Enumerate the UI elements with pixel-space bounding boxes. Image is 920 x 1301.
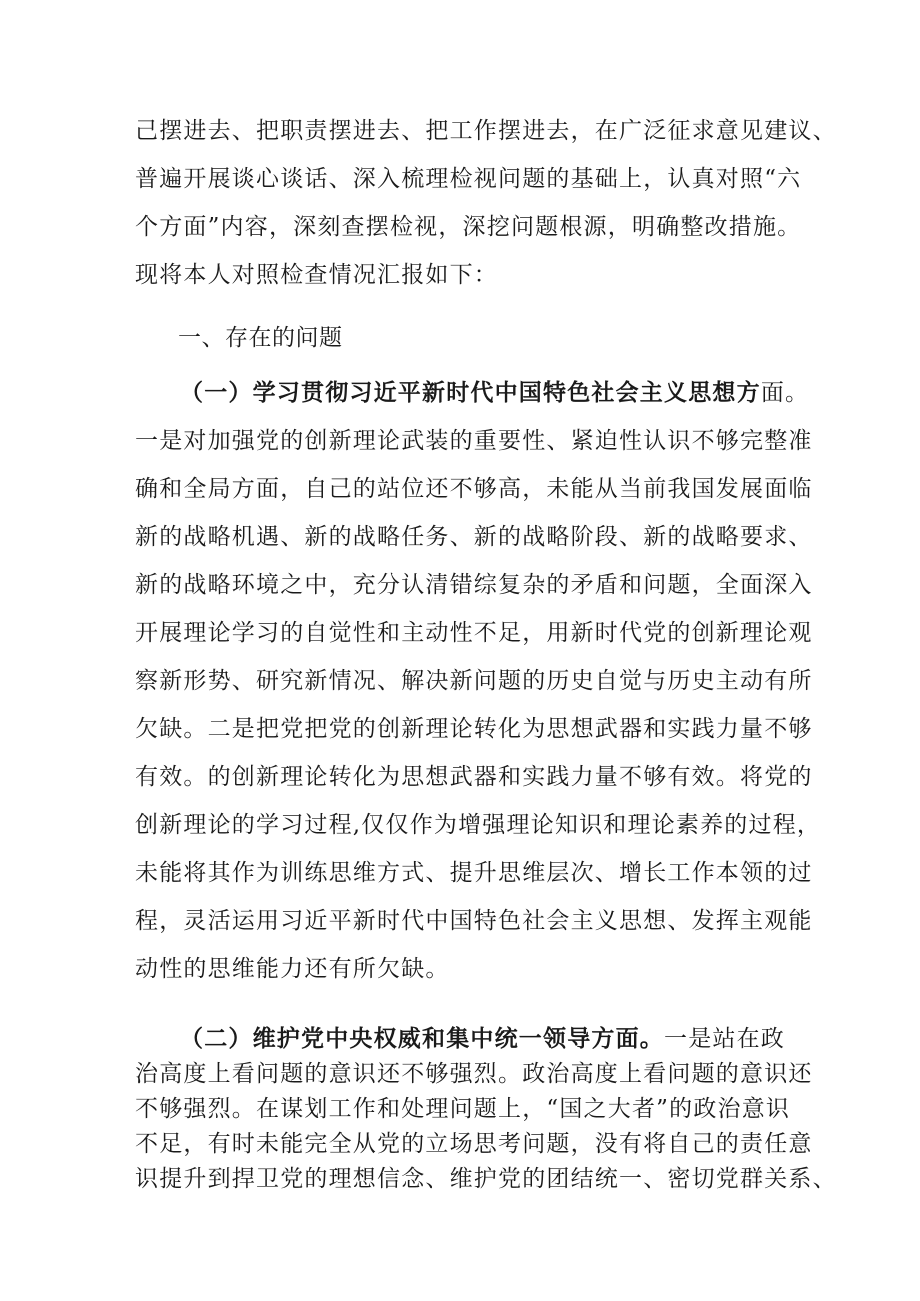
item1-line-8: 有效。的创新理论转化为思想武器和实践力量不够有效。将党的 <box>135 764 813 790</box>
item2-line-1: 治高度上看问题的意识还不够强烈。政治高度上看问题的意识还 <box>135 1061 813 1087</box>
item1-line-1: 一是对加强党的创新理论武装的重要性、紧迫性认识不够完整准 <box>135 428 813 454</box>
item1-line-2: 确和全局方面，自己的站位还不够高，未能从当前我国发展面临 <box>135 476 813 502</box>
intro-line-4: 现将本人对照检查情况汇报如下： <box>135 262 498 288</box>
intro-line-3: 个方面”内容，深刻查摆检视，深挖问题根源，明确整改措施。 <box>135 214 802 240</box>
intro-line-1: 己摆进去、把职责摆进去、把工作摆进去，在广泛征求意见建议、 <box>135 118 837 144</box>
item1-line-4: 新的战略环境之中，充分认清错综复杂的矛盾和问题，全面深入 <box>135 572 813 598</box>
item1-title-tail: 面。 <box>760 380 810 406</box>
section-heading: 一、存在的问题 <box>178 325 343 351</box>
item2-title-tail: 一是站在政 <box>664 1026 785 1052</box>
item1-title-row <box>180 378 809 408</box>
item1-line-11: 程，灵活运用习近平新时代中国特色社会主义思想、发挥主观能 <box>135 908 813 934</box>
item2-title: （二）维护党中央权威和集中统一领导方面。 <box>180 1025 664 1052</box>
item1-line-3: 新的战略机遇、新的战略任务、新的战略阶段、新的战略要求、 <box>135 524 813 550</box>
item2-line-2: 不够强烈。在谋划工作和处理问题上，“国之大者”的政治意识 <box>135 1096 791 1122</box>
item1-line-5: 开展理论学习的自觉性和主动性不足，用新时代党的创新理论观 <box>135 620 813 646</box>
item1-line-10: 未能将其作为训练思维方式、提升思维层次、增长工作本领的过 <box>135 860 813 886</box>
item2-line-3: 不足，有时未能完全从党的立场思考问题，没有将自己的责任意 <box>135 1131 813 1157</box>
item1-line-6: 察新形势、研究新情况、解决新问题的历史自觉与历史主动有所 <box>135 668 813 694</box>
item2-line-4: 识提升到捍卫党的理想信念、维护党的团结统一、密切党群关系、 <box>135 1166 837 1192</box>
item1-line-7: 欠缺。二是把党把党的创新理论转化为思想武器和实践力量不够 <box>135 716 813 742</box>
item1-line-12: 动性的思维能力还有所欠缺。 <box>135 956 450 982</box>
item1-line-9: 创新理论的学习过程,仅仅作为增强理论知识和理论素养的过程， <box>135 812 822 838</box>
item1-title: （一）学习贯彻习近平新时代中国特色社会主义思想方 <box>180 379 761 406</box>
item2-title-row <box>180 1024 785 1054</box>
intro-line-2: 普遍开展谈心谈话、深入梳理检视问题的基础上，认真对照“六 <box>135 166 802 192</box>
